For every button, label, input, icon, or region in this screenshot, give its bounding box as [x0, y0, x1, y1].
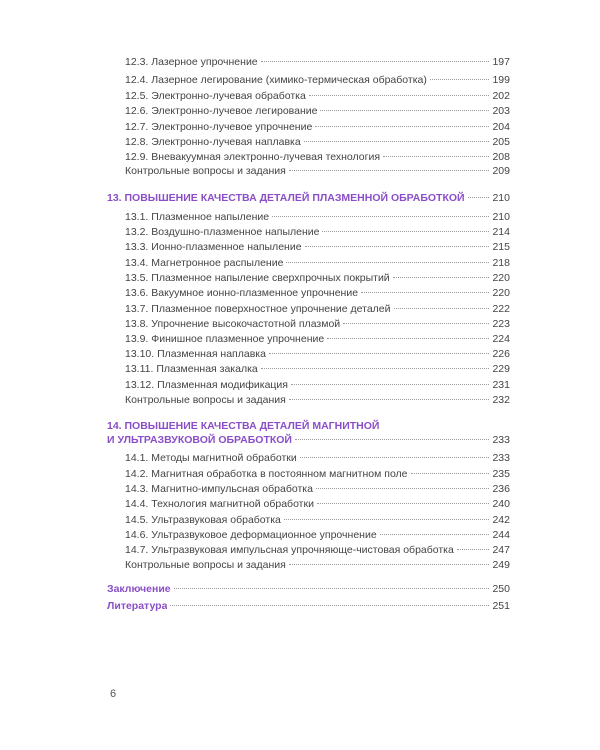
toc-entry	[125, 543, 510, 557]
toc-entry-title: Контрольные вопросы и задания	[125, 165, 286, 177]
toc-entry-title: Контрольные вопросы и задания	[125, 559, 286, 571]
toc-entry-title: 14.6. Ультразвуковое деформационное упрочнение	[125, 529, 377, 541]
toc-entry-title: 14.2. Магнитная обработка в постоянном магнитном поле	[125, 468, 408, 480]
toc-entry-title: 13.10. Плазменная наплавка	[125, 348, 266, 360]
leader-dots	[468, 197, 490, 198]
toc-entry-page: 232	[492, 394, 510, 406]
toc-entry-page: 247	[492, 544, 510, 556]
toc-entry	[125, 513, 510, 527]
conclusion-entry	[107, 582, 510, 596]
toc-entry-title: 12.9. Вневакуумная электронно-лучевая технология	[125, 151, 381, 163]
toc-entry	[125, 225, 510, 239]
chapter-title: 13. ПОВЫШЕНИЕ КАЧЕСТВА ДЕТАЛЕЙ ПЛАЗМЕННОЙ ОБРАБОТКОЙ	[107, 192, 465, 204]
toc-entry-page: 214	[492, 226, 510, 238]
toc-entry-page: 233	[492, 452, 510, 464]
toc-entry-page: 218	[492, 257, 510, 269]
toc-entry-page: 229	[492, 363, 510, 375]
toc-entry-page: 231	[492, 379, 510, 391]
toc-entry	[125, 497, 510, 511]
toc-entry	[125, 451, 510, 465]
leader-dots	[305, 246, 490, 247]
toc-entry-page: 240	[492, 498, 510, 510]
chapter-title: И УЛЬТРАЗВУКОВОЙ ОБРАБОТКОЙ	[107, 434, 292, 446]
toc-entry-title: 14.1. Методы магнитной обработки	[125, 452, 297, 464]
toc-entry-page: 210	[492, 211, 510, 223]
leader-dots	[380, 534, 490, 535]
toc-entry-page: 244	[492, 529, 510, 541]
toc-entry	[125, 286, 510, 300]
toc-entry	[125, 210, 510, 224]
toc-entry-page: 226	[492, 348, 510, 360]
leader-dots	[284, 519, 490, 520]
toc-entry-title: 13.9. Финишное плазменное упрочнение	[125, 333, 325, 345]
toc-entry-page: 223	[492, 318, 510, 330]
chapter-heading-13	[107, 191, 510, 205]
toc-entry-title: 13.5. Плазменное напыление сверхпрочных покрытий	[125, 272, 390, 284]
toc-entry	[125, 120, 510, 134]
leader-dots	[295, 439, 489, 440]
toc-entry-page: 233	[492, 434, 510, 446]
toc-entry-page: 205	[492, 136, 510, 148]
toc-entry-page: 251	[492, 600, 510, 612]
toc-entry-page: 208	[492, 151, 510, 163]
toc-entry	[125, 528, 510, 542]
toc-entry	[125, 240, 510, 254]
toc-entry-title: 13.7. Плазменное поверхностное упрочнение деталей	[125, 303, 391, 315]
toc-entry-title: 14.5. Ультразвуковая обработка	[125, 514, 281, 526]
leader-dots	[261, 368, 490, 369]
toc-entry-title: 13.2. Воздушно-плазменное напыление	[125, 226, 320, 238]
toc-entry-title: 14.4. Технология магнитной обработки	[125, 498, 314, 510]
leader-dots	[289, 399, 490, 400]
leader-dots	[361, 292, 489, 293]
chapter-heading-14-line1: 14. ПОВЫШЕНИЕ КАЧЕСТВА ДЕТАЛЕЙ МАГНИТНОЙ	[107, 420, 380, 432]
toc-entry	[125, 347, 510, 361]
toc-entry	[125, 256, 510, 270]
leader-dots	[261, 61, 490, 62]
chapter-heading-14	[107, 433, 510, 447]
toc-entry-page: 204	[492, 121, 510, 133]
chapter-title: Литература	[107, 600, 168, 612]
leader-dots	[343, 323, 489, 324]
toc-entry-page: 197	[492, 56, 510, 68]
leader-dots	[327, 338, 489, 339]
toc-entry	[125, 104, 510, 118]
leader-dots	[309, 95, 490, 96]
leader-dots	[430, 79, 490, 80]
toc-entry	[125, 135, 510, 149]
leader-dots	[322, 231, 489, 232]
toc-entry	[125, 378, 510, 392]
toc-entry	[125, 164, 510, 178]
leader-dots	[316, 488, 490, 489]
toc-entry-title: 13.6. Вакуумное ионно-плазменное упрочнение	[125, 287, 359, 299]
leader-dots	[393, 277, 490, 278]
leader-dots	[315, 126, 489, 127]
toc-entry-title: Контрольные вопросы и задания	[125, 394, 286, 406]
toc-entry	[125, 271, 510, 285]
leader-dots	[383, 156, 489, 157]
toc-entry	[125, 317, 510, 331]
toc-entry-title: 14.3. Магнитно-импульсная обработка	[125, 483, 313, 495]
toc-entry-page: 250	[492, 583, 510, 595]
toc-entry-page: 215	[492, 241, 510, 253]
toc-entry-page: 203	[492, 105, 510, 117]
toc-entry	[125, 482, 510, 496]
leader-dots	[269, 353, 490, 354]
toc-entry-page: 235	[492, 468, 510, 480]
toc-entry	[125, 302, 510, 316]
toc-entry-title: 13.3. Ионно-плазменное напыление	[125, 241, 302, 253]
toc-entry-page: 222	[492, 303, 510, 315]
toc-entry	[125, 89, 510, 103]
toc-entry-page: 199	[492, 74, 510, 86]
leader-dots	[289, 564, 490, 565]
toc-entry-page: 236	[492, 483, 510, 495]
toc-entry-title: 13.11. Плазменная закалка	[125, 363, 258, 375]
toc-entry	[125, 362, 510, 376]
toc-entry	[125, 467, 510, 481]
toc-entry-title: 12.4. Лазерное легирование (химико-термическая обработка)	[125, 74, 427, 86]
toc-entry-page: 242	[492, 514, 510, 526]
leader-dots	[272, 216, 489, 217]
toc-entry-title: 12.8. Электронно-лучевая наплавка	[125, 136, 301, 148]
leader-dots	[174, 588, 490, 589]
leader-dots	[300, 457, 490, 458]
literature-entry	[107, 599, 510, 613]
toc-entry-title: 13.12. Плазменная модификация	[125, 379, 288, 391]
toc-entry-page: 220	[492, 287, 510, 299]
toc-entry-title: 12.5. Электронно-лучевая обработка	[125, 90, 306, 102]
toc-entry	[125, 393, 510, 407]
toc-entry-page: 220	[492, 272, 510, 284]
toc-entry-title: 14.7. Ультразвуковая импульсная упрочняюще-чистовая обработка	[125, 544, 454, 556]
toc-entry-page: 210	[492, 192, 510, 204]
leader-dots	[289, 170, 490, 171]
toc-entry-title: 12.7. Электронно-лучевое упрочнение	[125, 121, 313, 133]
toc-entry	[125, 55, 510, 69]
leader-dots	[394, 308, 490, 309]
toc-entry-title: 12.3. Лазерное упрочнение	[125, 56, 258, 68]
leader-dots	[304, 141, 490, 142]
leader-dots	[170, 605, 489, 606]
toc-entry-title: 12.6. Электронно-лучевое легирование	[125, 105, 318, 117]
toc-entry	[125, 332, 510, 346]
leader-dots	[457, 549, 490, 550]
leader-dots	[320, 110, 489, 111]
leader-dots	[411, 473, 490, 474]
toc-entry-page: 202	[492, 90, 510, 102]
toc-entry-page: 249	[492, 559, 510, 571]
chapter-title: Заключение	[107, 583, 171, 595]
leader-dots	[317, 503, 490, 504]
page-number: 6	[110, 688, 117, 700]
toc-entry	[125, 73, 510, 87]
toc-entry-page: 224	[492, 333, 510, 345]
leader-dots	[291, 384, 489, 385]
toc-entry	[125, 150, 510, 164]
toc-entry-page: 209	[492, 165, 510, 177]
toc-entry-title: 13.1. Плазменное напыление	[125, 211, 270, 223]
leader-dots	[286, 262, 489, 263]
toc-entry-title: 13.8. Упрочнение высокочастотной плазмой	[125, 318, 341, 330]
toc-entry-title: 13.4. Магнетронное распыление	[125, 257, 284, 269]
toc-entry	[125, 558, 510, 572]
